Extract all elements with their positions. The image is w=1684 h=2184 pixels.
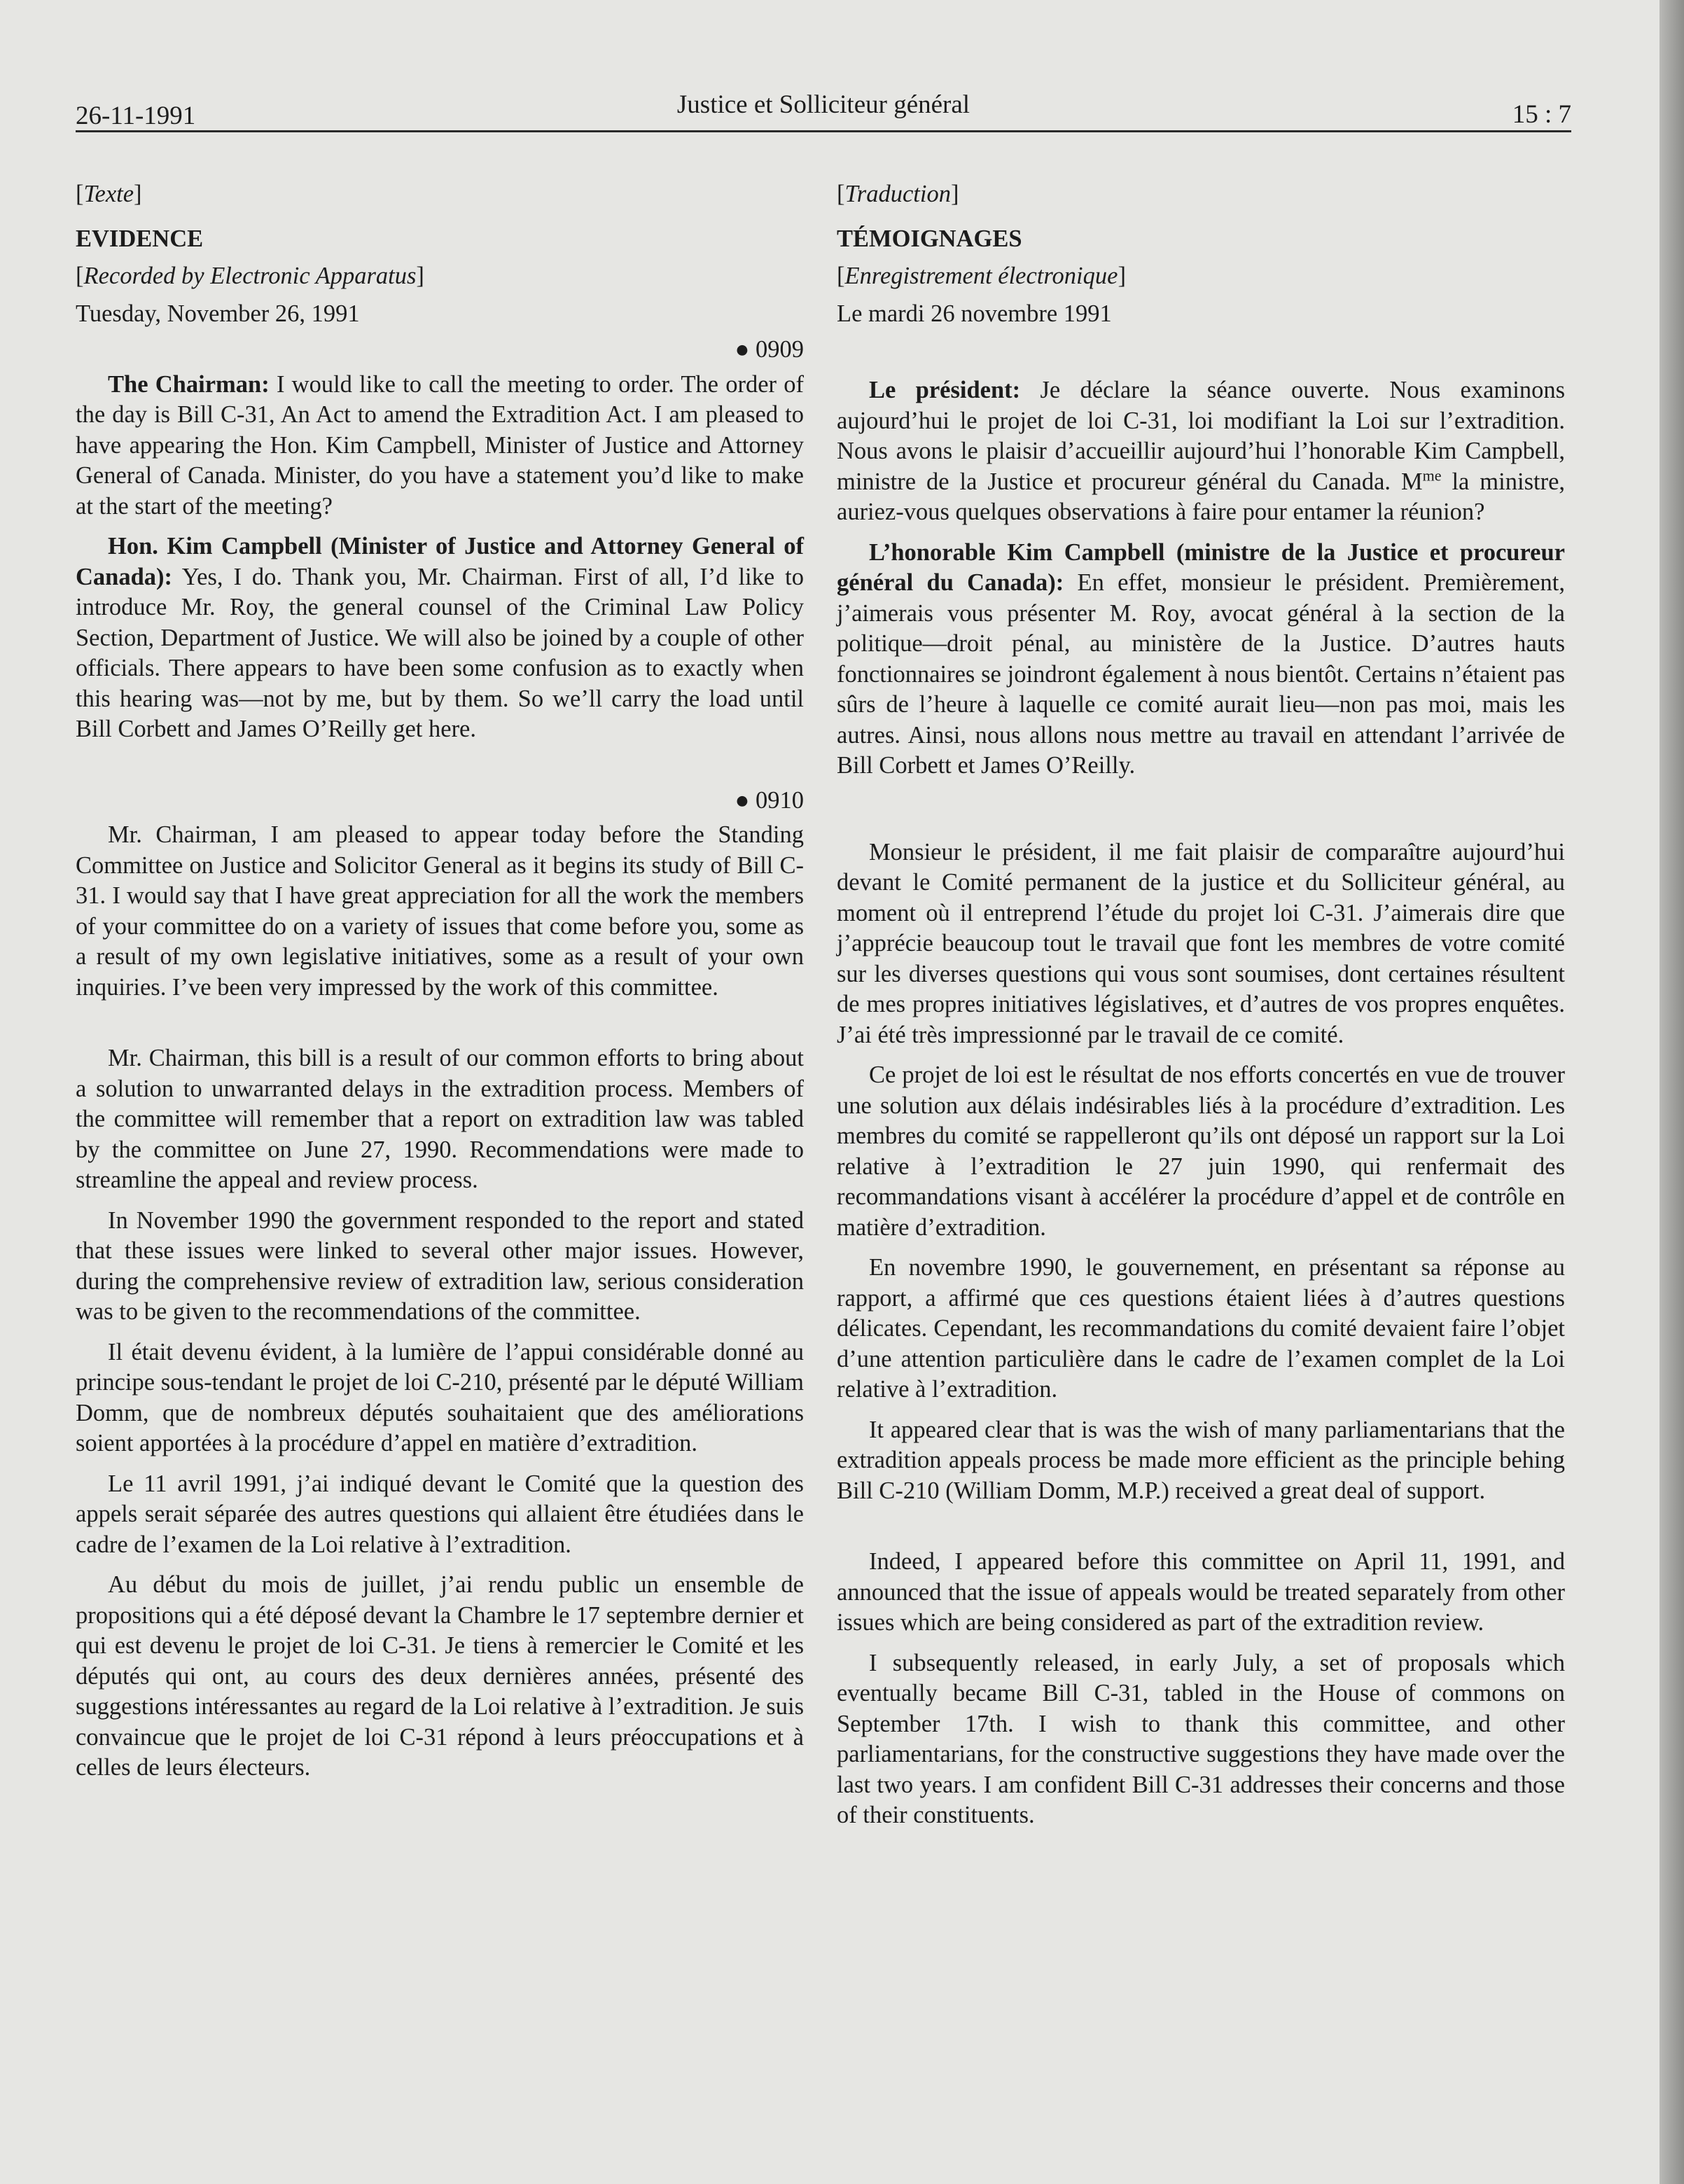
running-header bbox=[76, 90, 1571, 132]
text-tag: [Texte] bbox=[76, 181, 142, 207]
right-column bbox=[837, 179, 1565, 1831]
paragraph: In November 1990 the government responded to the report and stated that these issues were linked to several other major issues. However, during the comprehensive review of extradition law, serious consideration was to be given to the recommendations of the committee. bbox=[76, 1206, 804, 1325]
header-date: 26-11-1991 bbox=[76, 102, 196, 130]
paragraph: The Chairman: I would like to call the meeting to order. The order of the day is Bill C-31, An Act to amend the Extradition Act. I am pleased to have appearing the Hon. Kim Campbell, Minister of Justice and Attorney General of Canada. Minister, do you have a statement you’d like to make at the start of the meeting? bbox=[76, 370, 804, 520]
left-column bbox=[76, 179, 804, 1783]
paragraph: Au début du mois de juillet, j’ai rendu public un ensemble de propositions qui a été déposé devant la Chambre le 17 septembre dernier et qui est devenu le projet de loi C-31. Je tiens à remercier le Comité et les députés qui ont, au cours des deux dernières années, présenté des suggestions intéressantes au regard de la Loi relative à l’extradition. Je suis convaincue que le projet de loi C-31 répond à leurs préoccupations et à celles de leurs électeurs. bbox=[76, 1571, 804, 1781]
paragraph: Mr. Chairman, this bill is a result of our common efforts to bring about a solution to unwarranted delays in the extradition process. Members of the committee will remember that a report on extradition law was tabled by the committee on June 27, 1990. Recommendations were made to streamline the appeal and review process. bbox=[76, 1045, 804, 1193]
header-page-number: 15 : 7 bbox=[1512, 100, 1571, 129]
recording-note: [Recorded by Electronic Apparatus] bbox=[76, 263, 424, 289]
paragraph: Il était devenu évident, à la lumière de l’appui considérable donné au principe sous-tendant le projet de loi C-210, présenté par le député William Domm, que de nombreux députés souhaitaient que des améliorations soient apportées à la procédure d’appel en matière d’extradition. bbox=[76, 1338, 804, 1456]
paragraph: Ce projet de loi est le résultat de nos efforts concertés en vue de trouver une solution aux délais indésirables liés à la procédure d’extradition. Les membres du comité se rappelleront qu’ils ont déposé un rapport sur la Loi relative à l’extradition le 27 juin 1990, qui renfermait des recommandations visant à accélérer la procédure d’appel et de contrôle en matière d’extradition. bbox=[837, 1062, 1565, 1241]
meeting-date: Le mardi 26 novembre 1991 bbox=[837, 300, 1112, 327]
section-heading: TÉMOIGNAGES bbox=[837, 225, 1022, 252]
time-stamp: ● 0910 bbox=[735, 786, 804, 814]
paragraph: Indeed, I appeared before this committee on April 11, 1991, and announced that the issue of appeals would be treated separately from other issues which are being considered as part of the extradition review. bbox=[837, 1548, 1565, 1636]
paragraph: Monsieur le président, il me fait plaisir de comparaître aujourd’hui devant le Comité permanent de la justice et du Solliciteur général, au moment où il entreprend l’étude du projet loi C-31. J’aimerais dire que j’apprécie beaucoup tout le travail que font les membres de votre comité sur les diverses questions qui vous sont soumises, dont certaines résultent de mes propres initiatives législatives, et d’autres de vos propres enquêtes. J’ai été très impressionné par le travail de ce comité. bbox=[837, 838, 1565, 1048]
page-binding-edge bbox=[1659, 0, 1684, 2184]
header-rule bbox=[76, 130, 1571, 132]
header-title: Justice et Solliciteur général bbox=[676, 90, 970, 119]
meeting-date: Tuesday, November 26, 1991 bbox=[76, 300, 360, 327]
time-stamp: ● 0909 bbox=[735, 336, 804, 363]
paragraph: I subsequently released, in early July, a set of proposals which eventually became Bill C-31, tabled in the House of commons on September 17th. I wish to thank this committee, and other parliamentarians, for the constructive suggestions they have made over the last two years. I am confident Bill C-31 addresses their concerns and those of their constituents. bbox=[837, 1649, 1565, 1828]
recording-note: [Enregistrement électronique] bbox=[837, 263, 1126, 289]
paragraph: It appeared clear that is was the wish of many parliamentarians that the extradition appeals process be made more efficient as the principle behing Bill C-210 (William Domm, M.P.) received a great deal of support. bbox=[837, 1416, 1565, 1504]
paragraph: Le président: Je déclare la séance ouverte. Nous examinons aujourd’hui le projet de loi C-31, loi modifiant la Loi sur l’extradition. Nous avons le plaisir d’accueillir aujourd’hui l’honorable Kim Campbell, ministre de la Justice et procureur général du Canada. $M^{me}$ la ministre, auriez-vous quelques observations à faire pour entamer la réunion? bbox=[837, 377, 1566, 525]
section-heading: EVIDENCE bbox=[76, 225, 204, 252]
translation-tag: [Traduction] bbox=[837, 181, 959, 207]
paragraph: En novembre 1990, le gouvernement, en présentant sa réponse au rapport, a affirmé que ces questions étaient liées à d’autres questions délicates. Cependant, les recommandations du comité devaient faire l’objet d’une attention particulière dans le cadre de l’examen complet de la Loi relative à l’extradition. bbox=[837, 1254, 1565, 1403]
paragraph: Le 11 avril 1991, j’ai indiqué devant le Comité que la question des appels serait séparée des autres questions qui allaient être étudiées dans le cadre de l’examen de la Loi relative à l’extradition. bbox=[76, 1470, 804, 1558]
paragraph: L’honorable Kim Campbell (ministre de la Justice et procureur général du Canada): En effet, monsieur le président. Premièrement, j’aimerais vous présenter M. Roy, avocat général à la section de la politique—droit pénal, au ministère de la Justice. D’autres hauts fonctionnaires se joindront également à nous bientôt. Certains n’étaient pas sûrs de l’heure à laquelle ce comité aurait lieu—non pas moi, mais les autres. Ainsi, nous allons nous mettre au travail en attendant l’arrivée de Bill Corbett et James O’Reilly. bbox=[837, 538, 1565, 779]
paragraph: Mr. Chairman, I am pleased to appear today before the Standing Committee on Justice and Solicitor General as it begins its study of Bill C-31. I would say that I have great appreciation for all the work the members of your committee do on a variety of issues that come before you, some as a result of my own legislative initiatives, some as a result of your own inquiries. I’ve been very impressed by the work of this committee. bbox=[76, 821, 804, 1001]
paragraph: Hon. Kim Campbell (Minister of Justice and Attorney General of Canada): Yes, I do. Thank you, Mr. Chairman. First of all, I’d like to introduce Mr. Roy, the general counsel of the Criminal Law Policy Section, Department of Justice. We will also be joined by a couple of other officials. There appears to have been some confusion as to exactly when this hearing was—not by me, but by them. So we’ll carry the load until Bill Corbett and James O’Reilly get here. bbox=[76, 533, 804, 742]
